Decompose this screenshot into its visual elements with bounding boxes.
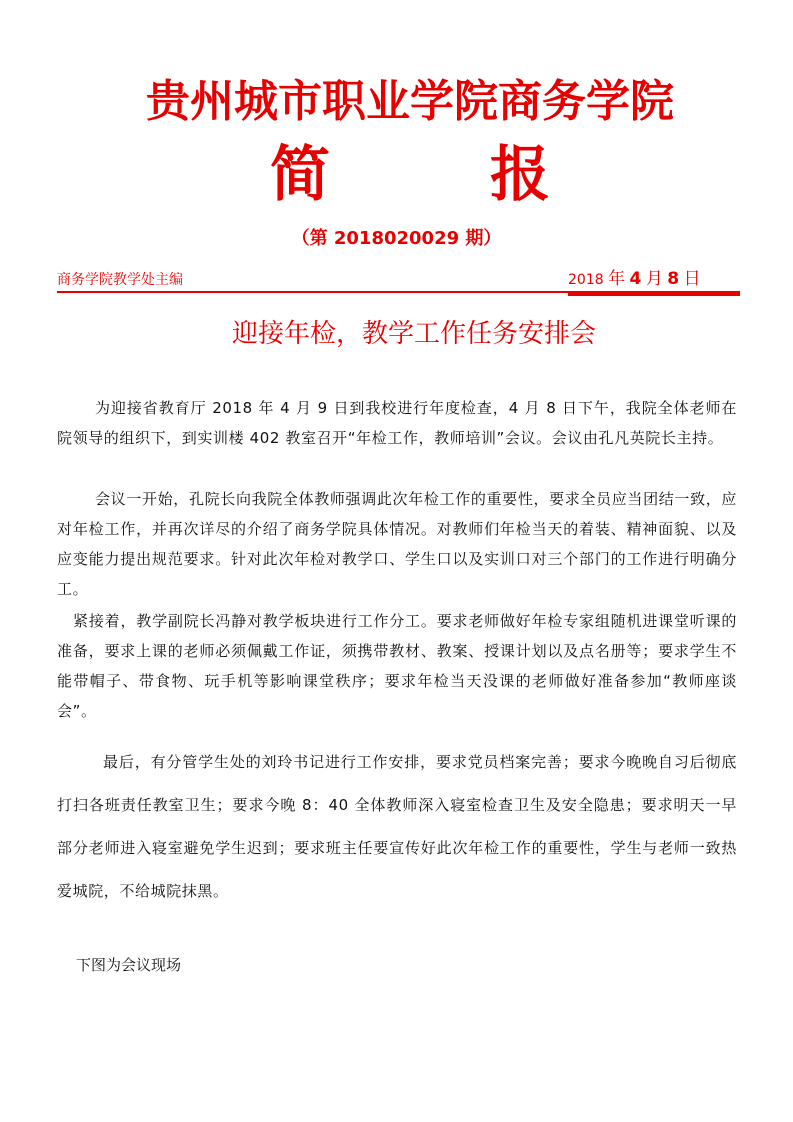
masthead-bulletin-char-1: 简 <box>270 140 330 210</box>
header-divider-thick <box>568 292 740 296</box>
date-year-unit: 年 <box>608 269 626 289</box>
issue-date <box>568 268 701 291</box>
article-paragraph-2: 会议一开始，孔院长向我院全体教师强调此次年检工作的重要性，要求全员应当团结一致，应对年检工作，并再次详尽的介绍了商务学院具体情况。对教师们年检当天的着装、精神面貌、以及应变能力提出规范要求。针对此次年检对教学口、学生口以及实训口对三个部门的工作进行明确分工。 <box>57 490 737 598</box>
date-year: 2018 <box>568 272 604 288</box>
editor-credit: 商务学院教学处主编 <box>57 272 183 288</box>
masthead-bulletin <box>270 140 550 210</box>
date-month-unit: 月 <box>645 269 663 289</box>
date-day-unit: 日 <box>683 269 701 289</box>
article-paragraph-3: 紧接着，教学副院长冯静对教学板块进行工作分工。要求老师做好年检专家组随机进课堂听课的准备，要求上课的老师必须佩戴工作证，须携带教材、教案、授课计划以及点名册等；要求学生不能带帽子、带食物、玩手机等影响课堂秩序；要求年检当天没课的老师做好准备参加“教师座谈会”。 <box>57 612 737 720</box>
article-paragraph-1: 为迎接省教育厅 2018 年 4 月 9 日到我校进行年度检查，4 月 8 日下午，我院全体老师在院领导的组织下，到实训楼 402 教室召开“年检工作，教师培训”会议。会议由孔凡英院长主持。 <box>57 399 737 447</box>
masthead-bulletin-char-2: 报 <box>490 140 550 210</box>
masthead-title: 贵州城市职业学院商务学院 <box>146 76 674 127</box>
article-headline: 迎接年检，教学工作任务安排会 <box>231 319 596 349</box>
date-day: 8 <box>667 269 680 289</box>
date-month: 4 <box>629 269 642 289</box>
photo-caption: 下图为会议现场 <box>76 956 182 974</box>
issue-number: （第 2018020029 期） <box>291 228 502 249</box>
article-paragraph-4: 最后，有分管学生处的刘玲书记进行工作安排，要求党员档案完善；要求今晚晚自习后彻底打扫各班责任教室卫生；要求今晚 8：40 全体教师深入寝室检查卫生及安全隐患；要求明天一早部分老师进入寝室避免学生迟到；要求班主任要宣传好此次年检工作的重要性，学生与老师一致热爱城院，不给城院抹黑。 <box>57 753 737 900</box>
